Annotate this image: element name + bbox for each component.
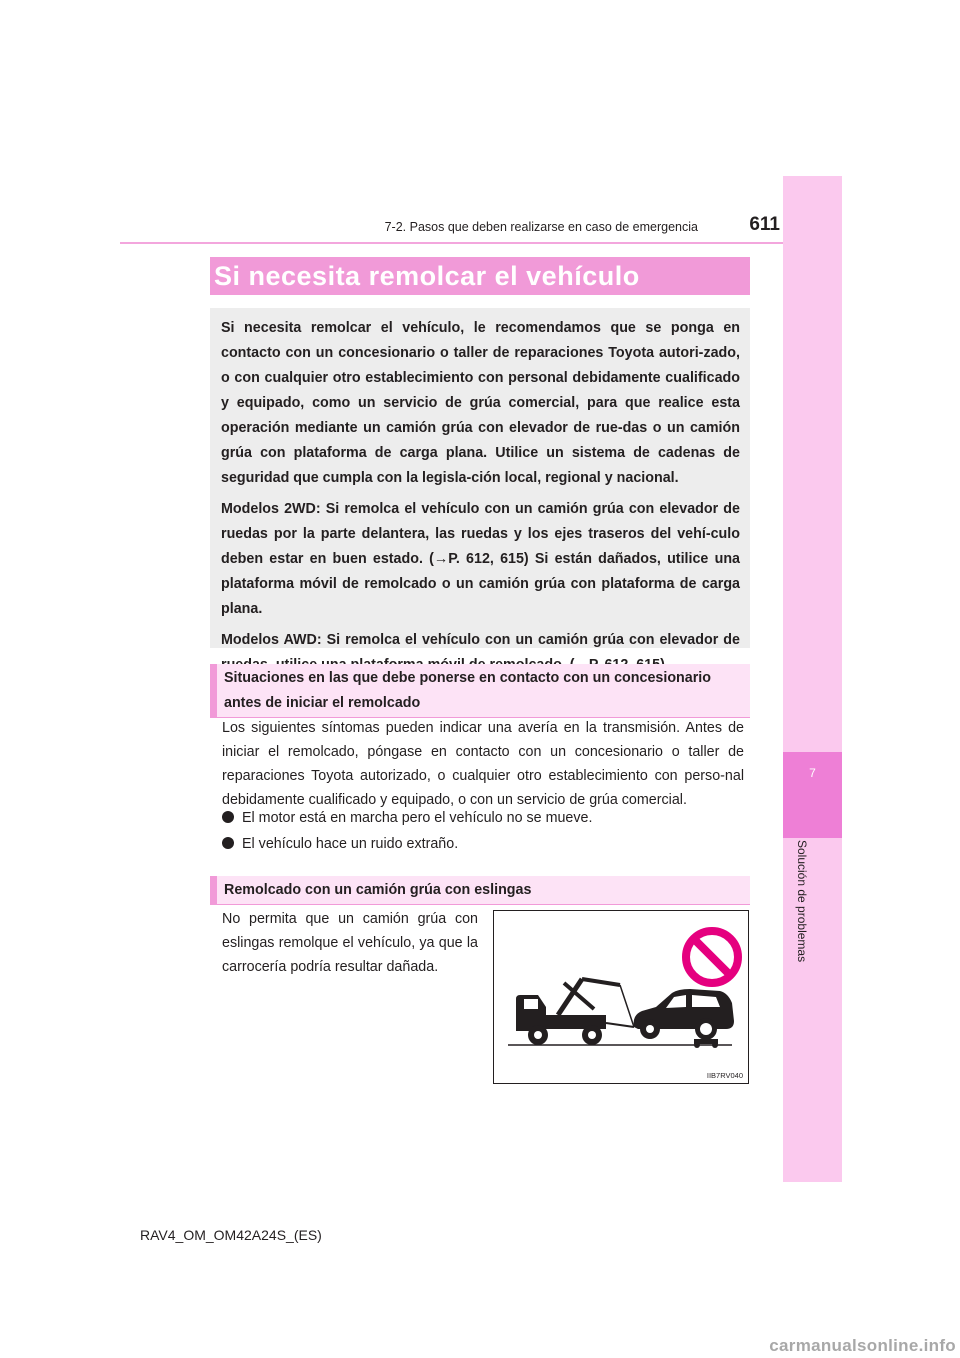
tow-truck-icon xyxy=(516,979,634,1045)
watermark[interactable]: carmanualsonline.info xyxy=(769,1336,956,1355)
subsection-heading-sling xyxy=(210,876,750,905)
car-icon xyxy=(634,989,734,1048)
prohibited-icon xyxy=(686,931,738,983)
sling-warning-text: No permita que un camión grúa con eslingas remolque el vehículo, ya que la carrocería podría resultar dañada. xyxy=(222,911,478,975)
intro-paragraph: Modelos AWD: Si remolca el vehículo con un camión grúa con elevador de xyxy=(221,632,740,648)
chapter-number: 7 xyxy=(809,766,816,780)
subsection-heading-text: Remolcado con un camión grúa con eslingas xyxy=(224,882,532,898)
header-rule xyxy=(120,242,783,244)
bullet-text: El vehículo hace un ruido extraño. xyxy=(242,836,459,852)
title-bar xyxy=(210,257,750,295)
bullet-dot-icon xyxy=(222,837,234,849)
chapter-side-tab xyxy=(783,176,842,1182)
intro-paragraph: Si necesita remolcar el vehículo, le recomendamos que se ponga en contacto con un concesionario o taller de reparaciones Toyota autori-zado, o con cualquier otro establecimiento con personal debidamente cualificado y equipado, como un servicio de grúa comercial, para que realice esta operación mediante un camión grúa con elevador de rue-das o un camión grúa con plataforma de carga plana. Utilice un sistema de cadenas de seguridad que cumpla con la legisla-ción local, regional y nacional. xyxy=(221,320,740,486)
bullet-dot-icon xyxy=(222,811,234,823)
chapter-title: Solución de problemas xyxy=(795,840,809,963)
document-code: RAV4_OM_OM42A24S_(ES) xyxy=(140,1227,322,1243)
intro-paragraph: Modelos 2WD: Si remolca el vehículo con un camión grúa con elevador de ruedas por la parte delantera, las ruedas y los ejes traseros del vehí-culo deben estar en buen estado. (→P. 612, 615) Si están dañados, utilice una plataforma móvil de remolcado o un camión grúa con plataforma de carga plana. xyxy=(221,501,740,617)
subsection-heading-dealer xyxy=(210,664,750,718)
bullet-text: El motor está en marcha pero el vehículo no se mueve. xyxy=(242,810,593,826)
chapter-tab-active-marker xyxy=(783,752,842,838)
tow-illustration-svg xyxy=(494,911,748,1083)
page-title: Si necesita remolcar el vehículo xyxy=(214,261,640,291)
subsection-heading-text: Situaciones en las que debe ponerse en contacto con un concesionario antes de iniciar el remolcado xyxy=(224,670,712,711)
tow-illustration xyxy=(493,910,749,1084)
section-body-text: Los siguientes síntomas pueden indicar una avería en la transmisión. Antes de iniciar el remolcado, póngase en contacto con un concesionario o taller de reparaciones Toyota autorizado, o cualquier otro establecimiento con perso-nal debidamente cualificado y equipado, o con un servicio de grúa comercial. xyxy=(222,720,744,808)
section-header: 7-2. Pasos que deben realizarse en caso de emergencia xyxy=(384,220,698,234)
bullet-item xyxy=(222,832,742,856)
figure-code: IIB7RV040 xyxy=(706,1071,743,1080)
intro-box xyxy=(210,308,750,648)
bullet-item xyxy=(222,806,742,830)
page-number: 611 xyxy=(749,214,780,235)
